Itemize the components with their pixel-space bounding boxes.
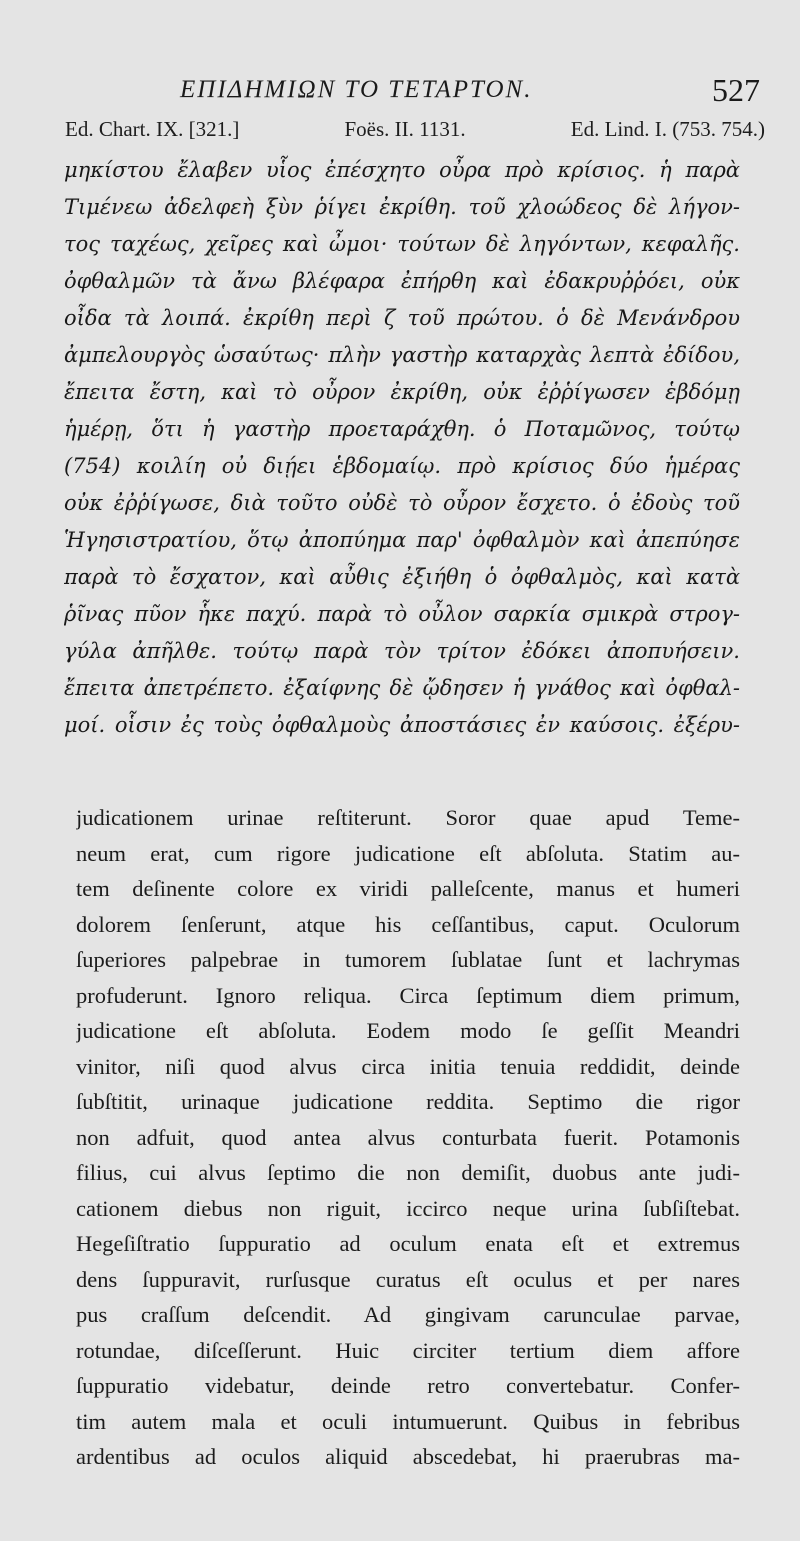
latin-text-block xyxy=(76,800,740,1475)
latin-text-line: judicationem urinae reſtiterunt. Soror quae apud Teme- xyxy=(76,805,740,830)
latin-text-line: dens ſuppuravit, rurſusque curatus eſt oculus et per nares xyxy=(76,1266,740,1292)
greek-text-line: ἡμέρῃ, ὅτι ἡ γαστὴρ προεταράχθη. ὁ Ποταμῶνος, τούτῳ xyxy=(64,417,740,441)
latin-text-line: filius, cui alvus ſeptimo die non demiſit, duobus ante judi- xyxy=(76,1160,740,1185)
latin-text-line: dolorem ſenſerunt, atque his ceſſantibus, caput. Oculorum xyxy=(76,911,740,937)
greek-text-line: (754) κοιλίη οὐ διῄει ἑβδομαίῳ. πρὸ κρίσιος δύο ἡμέρας xyxy=(64,454,740,478)
edition-foes: Foës. II. 1131. xyxy=(344,117,466,141)
running-title: ΕΠΙΔΗΜΙΩΝ ΤΟ ΤΕΤΑΡΤΟΝ. xyxy=(180,76,533,103)
latin-text-line: profuderunt. Ignoro reliqua. Circa ſeptimum diem primum, xyxy=(76,982,740,1008)
latin-text-line: tem deſinente colore ex viridi palleſcente, manus et humeri xyxy=(76,876,740,901)
greek-text-line: Τιμένεω ἀδελφεὴ ξὺν ῥίγει ἐκρίθη. τοῦ χλοώδεος δὲ λήγον- xyxy=(64,195,740,219)
greek-text-line: ἀμπελουργὸς ὡσαύτως· πλὴν γαστὴρ καταρχὰς λεπτὰ ἐδίδου, xyxy=(64,343,740,367)
latin-text-line: ſubſtitit, urinaque judicatione reddita. Septimo die rigor xyxy=(76,1089,740,1114)
edition-references xyxy=(65,117,765,142)
latin-text-line: ſuperiores palpebrae in tumorem ſublatae ſunt et lachrymas xyxy=(76,947,740,972)
greek-text-line: μοί. οἷσιν ἐς τοὺς ὀφθαλμοὺς ἀποστάσιες ἐν καύσοις. ἐξέρυ- xyxy=(64,713,740,737)
page-number: 527 xyxy=(712,72,760,108)
latin-text-line: Hegeſiſtratio ſuppuratio ad oculum enata eſt et extremus xyxy=(76,1231,740,1256)
latin-text-line: rotundae, diſceſſerunt. Huic circiter tertium diem affore xyxy=(76,1337,740,1363)
latin-text-line: pus craſſum deſcendit. Ad gingivam carunculae parvae, xyxy=(76,1302,740,1327)
page-header xyxy=(60,62,770,122)
edition-chart: Ed. Chart. IX. [321.] xyxy=(65,117,240,141)
greek-text-line: μηκίστου ἔλαβεν υἷος ἐπέσχητο οὖρα πρὸ κρίσιος. ἡ παρὰ xyxy=(64,158,740,182)
latin-text-line: non adfuit, quod antea alvus conturbata fuerit. Potamonis xyxy=(76,1124,740,1150)
greek-text-line: ἔπειτα ἔστη, καὶ τὸ οὖρον ἐκρίθη, οὐκ ἐῤῥίγωσεν ἑβδόμῃ xyxy=(64,380,740,404)
greek-text-line: τος ταχέως, χεῖρες καὶ ὦμοι· τούτων δὲ ληγόντων, κεφαλῆς. xyxy=(64,232,740,256)
latin-text-line: ſuppuratio videbatur, deinde retro convertebatur. Confer- xyxy=(76,1373,740,1398)
latin-text-line: vinitor, niſi quod alvus circa initia tenuia reddidit, deinde xyxy=(76,1053,740,1079)
latin-text-line: cationem diebus non riguit, iccirco neque urina ſubſiſtebat. xyxy=(76,1195,740,1221)
latin-text-line: tim autem mala et oculi intumuerunt. Quibus in febribus xyxy=(76,1408,740,1434)
greek-text-line: γύλα ἀπῆλθε. τούτῳ παρὰ τὸν τρίτον ἐδόκει ἀποπυήσειν. xyxy=(64,639,740,663)
greek-text-block xyxy=(64,152,740,744)
greek-text-line: ἔπειτα ἀπετρέπετο. ἐξαίφνης δὲ ᾤδησεν ἡ γνάθος καὶ ὀφθαλ- xyxy=(64,676,740,700)
latin-text-line: judicatione eſt abſoluta. Eodem modo ſe geſſit Meandri xyxy=(76,1018,740,1043)
greek-text-line: οἶδα τὰ λοιπά. ἐκρίθη περὶ ζ τοῦ πρώτου. ὁ δὲ Μενάνδρου xyxy=(64,306,740,330)
greek-text-line: παρὰ τὸ ἔσχατον, καὶ αὖθις ἐξιήθη ὁ ὀφθαλμὸς, καὶ κατὰ xyxy=(64,565,740,589)
greek-text-line: ῥῖνας πῦον ἧκε παχύ. παρὰ τὸ οὖλον σαρκία σμικρὰ στρογ- xyxy=(64,602,740,626)
latin-text-line: ardentibus ad oculos aliquid abscedebat, hi praerubras ma- xyxy=(76,1444,740,1469)
greek-text-line: Ἡγησιστρατίου, ὅτῳ ἀποπύημα παρ' ὀφθαλμὸν καὶ ἀπεπύησε xyxy=(64,528,740,552)
latin-text-line: neum erat, cum rigore judicatione eſt abſoluta. Statim au- xyxy=(76,840,740,866)
greek-text-line: ὀφθαλμῶν τὰ ἄνω βλέφαρα ἐπήρθη καὶ ἐδακρυῤῥόει, οὐκ xyxy=(64,269,740,293)
edition-lind: Ed. Lind. I. (753. 754.) xyxy=(570,117,765,141)
section-divider xyxy=(60,770,750,771)
greek-text-line: οὐκ ἐῤῥίγωσε, διὰ τοῦτο οὐδὲ τὸ οὖρον ἔσχετο. ὁ ἐδοὺς τοῦ xyxy=(64,491,740,515)
